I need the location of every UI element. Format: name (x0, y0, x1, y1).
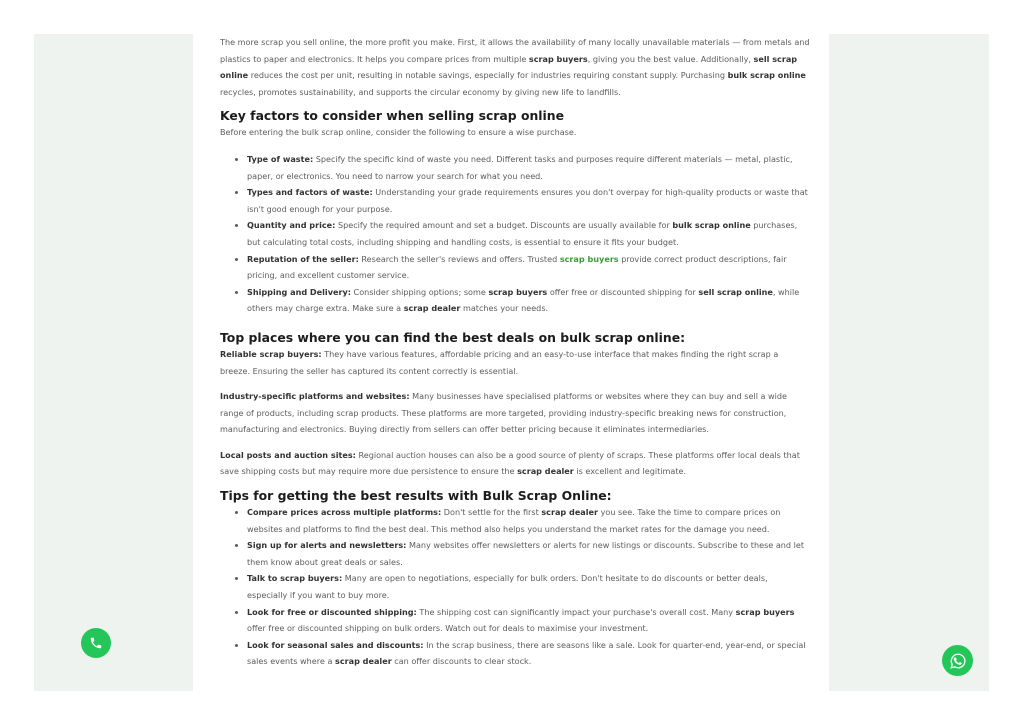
list-item: • Quantity and price: Specify the required amount and set a budget. Discounts are usually available for bulk scrap online purchases, but calculating total costs, including shipping and handling costs, is essential to ensure it fits your budget. (247, 217, 810, 250)
list-item: • Look for seasonal sales and discounts: In the scrap business, there are seasons like a sale. Look for quarter-end, year-end, or special sales events where a scrap dealer can offer discounts to clear stock. (247, 637, 810, 670)
key-factors-lead: Before entering the bulk scrap online, consider the following to ensure a wise purchase. (220, 127, 577, 138)
list-item: • Talk to scrap buyers: Many are open to negotiations, especially for bulk orders. Don't hesitate to do discounts or better deals, especially if you want to buy more. (247, 570, 810, 603)
list-item: • Type of waste: Specify the specific kind of waste you need. Different tasks and purposes require different materials — metal, plastic, paper, or electronics. You need to narrow your search for what you need. (247, 151, 810, 184)
key-factors-heading: Key factors to consider when selling scrap online (220, 108, 565, 124)
whatsapp-icon (949, 652, 967, 670)
scrap-buyers-link[interactable]: scrap buyers (559, 253, 619, 264)
top-places-paragraph: Reliable scrap buyers: They have various features, affordable pricing and an easy-to-use interface that makes finding the right scrap a breeze. Ensuring the seller has captured its content correctly is essential. (220, 348, 779, 376)
list-item: • Sign up for alerts and newsletters: Many websites offer newsletters or alerts for new listings or discounts. Subscribe to these and let them know about great deals or sales. (247, 537, 810, 570)
list-item: • Types and factors of waste: Understanding your grade requirements ensures you don't overpay for high-quality products or waste that isn't good enough for your purpose. (247, 184, 810, 217)
top-places-heading: Top places where you can find the best deals on bulk scrap online: (220, 329, 686, 345)
key-factors-list (220, 151, 810, 317)
right-sidebar-panel (829, 34, 989, 691)
top-places-paragraph: Local posts and auction sites: Regional auction houses can also be a good source of plenty of scraps. These platforms offer local deals that save shipping costs but may require more due persistence to ensure the scrap dealer is excellent and legitimate. (220, 449, 800, 477)
intro-paragraph: The more scrap you sell online, the more profit you make. First, it allows the availability of many locally unavailable materials — from metals and plastics to paper and electronics. It helps you compare prices from multiple scrap buyers, giving you the best value. Additionally, sell scrap online reduces the cost per unit, resulting in notable savings, especially for industries requiring constant supply. Purchasing bulk scrap online recycles, promotes sustainability, and supports the circular economy by giving new life to landfills. (220, 37, 810, 97)
article-content (220, 34, 810, 670)
whatsapp-button[interactable] (942, 645, 973, 676)
left-sidebar-panel (34, 34, 193, 691)
list-item: • Shipping and Delivery: Consider shipping options; some scrap buyers offer free or discounted shipping for sell scrap online, while others may charge extra. Make sure a scrap dealer matches your needs. (247, 284, 810, 317)
phone-call-button[interactable] (81, 628, 111, 658)
list-item: • Look for free or discounted shipping: The shipping cost can significantly impact your purchase's overall cost. Many scrap buyers offer free or discounted shipping on bulk orders. Watch out for deals to maximise your investment. (247, 604, 810, 637)
tips-list (220, 504, 810, 670)
list-item: • Reputation of the seller: Research the seller's reviews and offers. Trusted scrap buyers provide correct product descriptions, fair pricing, and excellent customer service. (247, 251, 810, 284)
list-item: • Compare prices across multiple platforms: Don't settle for the first scrap dealer you see. Take the time to compare prices on websites and platforms to find the best deal. This method also helps you understand the market rates for the damage you need. (247, 504, 810, 537)
top-places-paragraph: Industry-specific platforms and websites: Many businesses have specialised platforms or websites where they can buy and sell a wide range of products, including scrap products. These platforms are more targeted, providing industry-specific breaking news for construction, manufacturing and electronics. Buying directly from sellers can offer better pricing because it eliminates intermediaries. (220, 391, 788, 435)
tips-heading: Tips for getting the best results with Bulk Scrap Online: (220, 488, 612, 504)
phone-icon (89, 636, 103, 650)
